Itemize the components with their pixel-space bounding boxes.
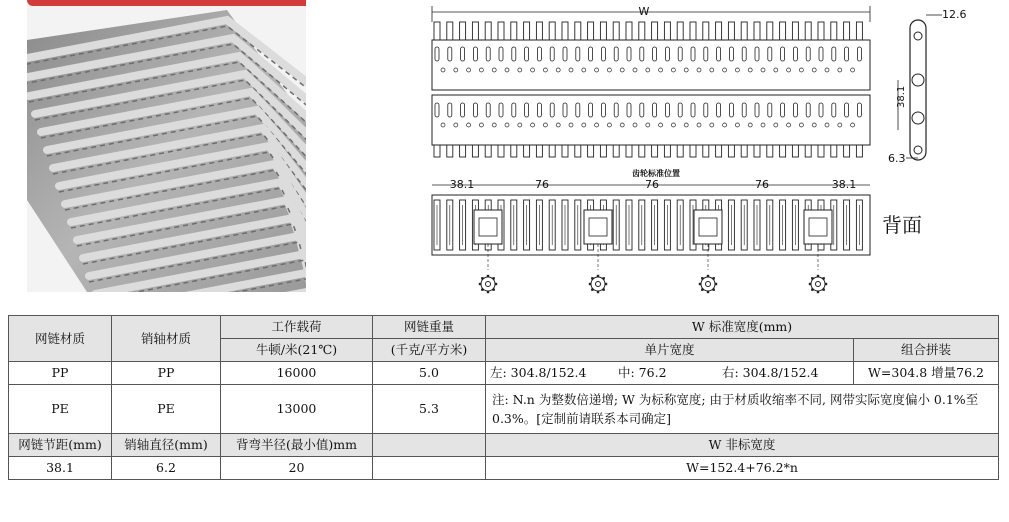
row-pp-work-load: 16000 <box>221 362 373 385</box>
product-photo <box>27 0 306 292</box>
back-view-label: 背面 <box>882 213 922 237</box>
width-note: 注: N.n 为整数倍递增; W 为标称宽度; 由于材质收缩率不同, 网带实际宽度偏小 0.1%至 0.3%。[定制前请联系本司确定] <box>486 385 999 434</box>
pin-diameter-value: 6.2 <box>112 457 221 480</box>
table-row <box>9 457 999 480</box>
header-single-width: 单片宽度 <box>486 339 854 362</box>
header-chain-material: 网链材质 <box>9 316 112 362</box>
row-pp-single-width <box>486 362 854 385</box>
header-pin-diameter: 销轴直径(mm) <box>112 434 221 457</box>
header-combo-assembly: 组合拼装 <box>854 339 999 362</box>
table-row <box>9 385 999 434</box>
right-width: 右: 304.8/152.4 <box>722 365 819 380</box>
row-pe-work-load: 13000 <box>221 385 373 434</box>
dim-76-b-label: 76 <box>645 178 659 191</box>
header-weight-unit: (千克/平方米) <box>373 339 486 362</box>
nonstandard-width-formula: W=152.4+76.2*n <box>486 457 999 480</box>
header-load-unit: 牛顿/米(21℃) <box>221 339 373 362</box>
row-pe-chain-weight: 5.3 <box>373 385 486 434</box>
header-nonstandard-width: W 非标宽度 <box>486 434 999 457</box>
w-dimension-label: W <box>638 5 650 18</box>
pitch-value: 38.1 <box>9 457 112 480</box>
left-width: 左: 304.8/152.4 <box>490 365 587 380</box>
row-pe-chain-material: PE <box>9 385 112 434</box>
middle-width: 中: 76.2 <box>618 365 667 380</box>
header-standard-width: W 标准宽度(mm) <box>486 316 999 339</box>
row-pe-pin-material: PE <box>112 385 221 434</box>
dim-38-1-side-label: 38.1 <box>896 85 907 108</box>
header-chain-weight: 网链重量 <box>373 316 486 339</box>
row-pp-chain-material: PP <box>9 362 112 385</box>
header-pin-material: 销轴材质 <box>112 316 221 362</box>
photo-accent-bar <box>27 0 306 6</box>
combo-width: W=304.8 增量76.2 <box>854 362 999 385</box>
dim-38-1-left-label: 38.1 <box>449 178 475 191</box>
sprocket-positions <box>474 210 832 293</box>
sprocket-position-label: 齿轮标准位置 <box>632 169 680 178</box>
bend-radius-value: 20 <box>221 457 373 480</box>
modular-belt-photo <box>27 0 306 292</box>
spec-table <box>8 315 999 480</box>
table-row <box>9 362 999 385</box>
technical-drawing <box>420 0 980 300</box>
dim-76-c-label: 76 <box>755 178 769 191</box>
dim-76-a-label: 76 <box>535 178 549 191</box>
header-pitch: 网链节距(mm) <box>9 434 112 457</box>
dim-12-6-label: 12.6 <box>942 8 967 21</box>
header-bend-radius: 背弯半径(最小值)mm <box>221 434 373 457</box>
row-pp-chain-weight: 5.0 <box>373 362 486 385</box>
header-work-load: 工作载荷 <box>221 316 373 339</box>
dim-38-1-right-label: 38.1 <box>831 178 857 191</box>
top-view-belt <box>432 22 870 157</box>
header-blank <box>373 434 486 457</box>
side-view <box>888 8 967 165</box>
blank-value <box>373 457 486 480</box>
row-pp-pin-material: PP <box>112 362 221 385</box>
dim-6-3-label: 6.3 <box>888 152 906 165</box>
